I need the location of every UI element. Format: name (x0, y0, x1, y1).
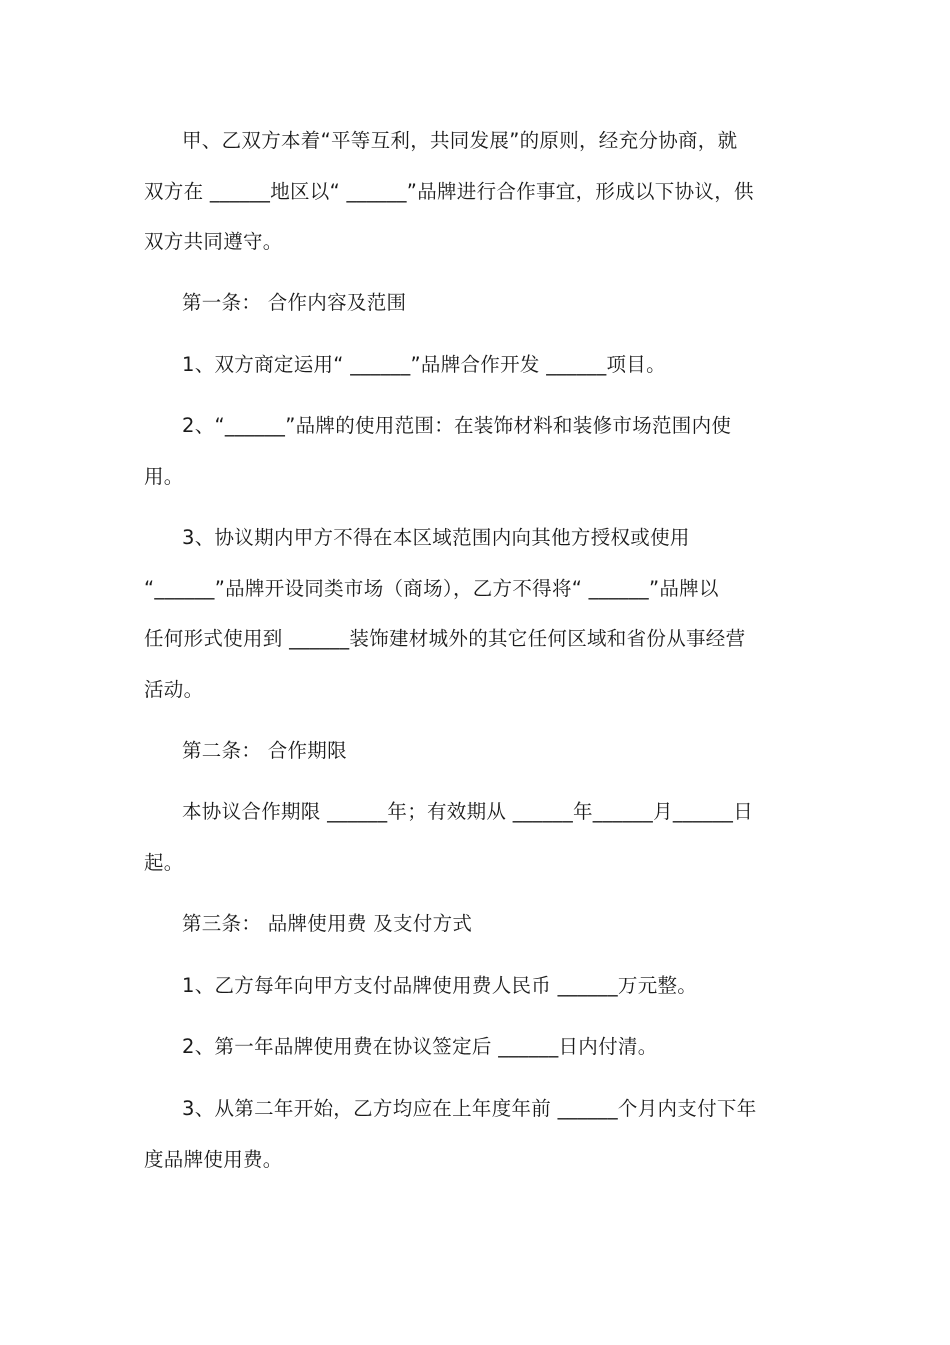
article-3-item-3-line-2: 度品牌使用费。 (144, 1148, 283, 1171)
paragraph-intro-line-2: 双方在 ______地区以“ ______”品牌进行合作事宜，形成以下协议，供 (144, 180, 754, 203)
article-1-item-3-line-1: 3、协议期内甲方不得在本区域范围内向其他方授权或使用 (182, 526, 690, 549)
article-3-item-2: 2、第一年品牌使用费在协议签定后 ______日内付清。 (182, 1035, 658, 1058)
paragraph-intro-line-1: 甲、乙双方本着“平等互利，共同发展”的原则，经充分协商，就 (182, 129, 738, 152)
article-1-item-3-line-4: 活动。 (144, 678, 204, 701)
article-2-body-line-2: 起。 (144, 851, 184, 874)
article-1-heading: 第一条： 合作内容及范围 (182, 291, 407, 314)
article-3-heading: 第三条： 品牌使用费 及支付方式 (182, 912, 473, 935)
article-3-item-3-line-1: 3、从第二年开始，乙方均应在上年度年前 ______个月内支付下年 (182, 1097, 757, 1120)
article-1-item-3-line-3: 任何形式使用到 ______装饰建材城外的其它任何区域和省份从事经营 (144, 627, 746, 650)
article-1-item-1: 1、双方商定运用“ ______”品牌合作开发 ______项目。 (182, 353, 666, 376)
article-3-item-1: 1、乙方每年向甲方支付品牌使用费人民币 ______万元整。 (182, 974, 698, 997)
article-1-item-3-line-2: “______”品牌开设同类市场（商场），乙方不得将“ ______”品牌以 (144, 577, 719, 600)
article-1-item-2-line-1: 2、“______”品牌的使用范围：在装饰材料和装修市场范围内使 (182, 414, 732, 437)
paragraph-intro-line-3: 双方共同遵守。 (144, 230, 283, 253)
article-2-heading: 第二条： 合作期限 (182, 739, 347, 762)
article-1-item-2-line-2: 用。 (144, 465, 184, 488)
article-2-body-line-1: 本协议合作期限 ______年；有效期从 ______年______月______日 (182, 800, 753, 823)
